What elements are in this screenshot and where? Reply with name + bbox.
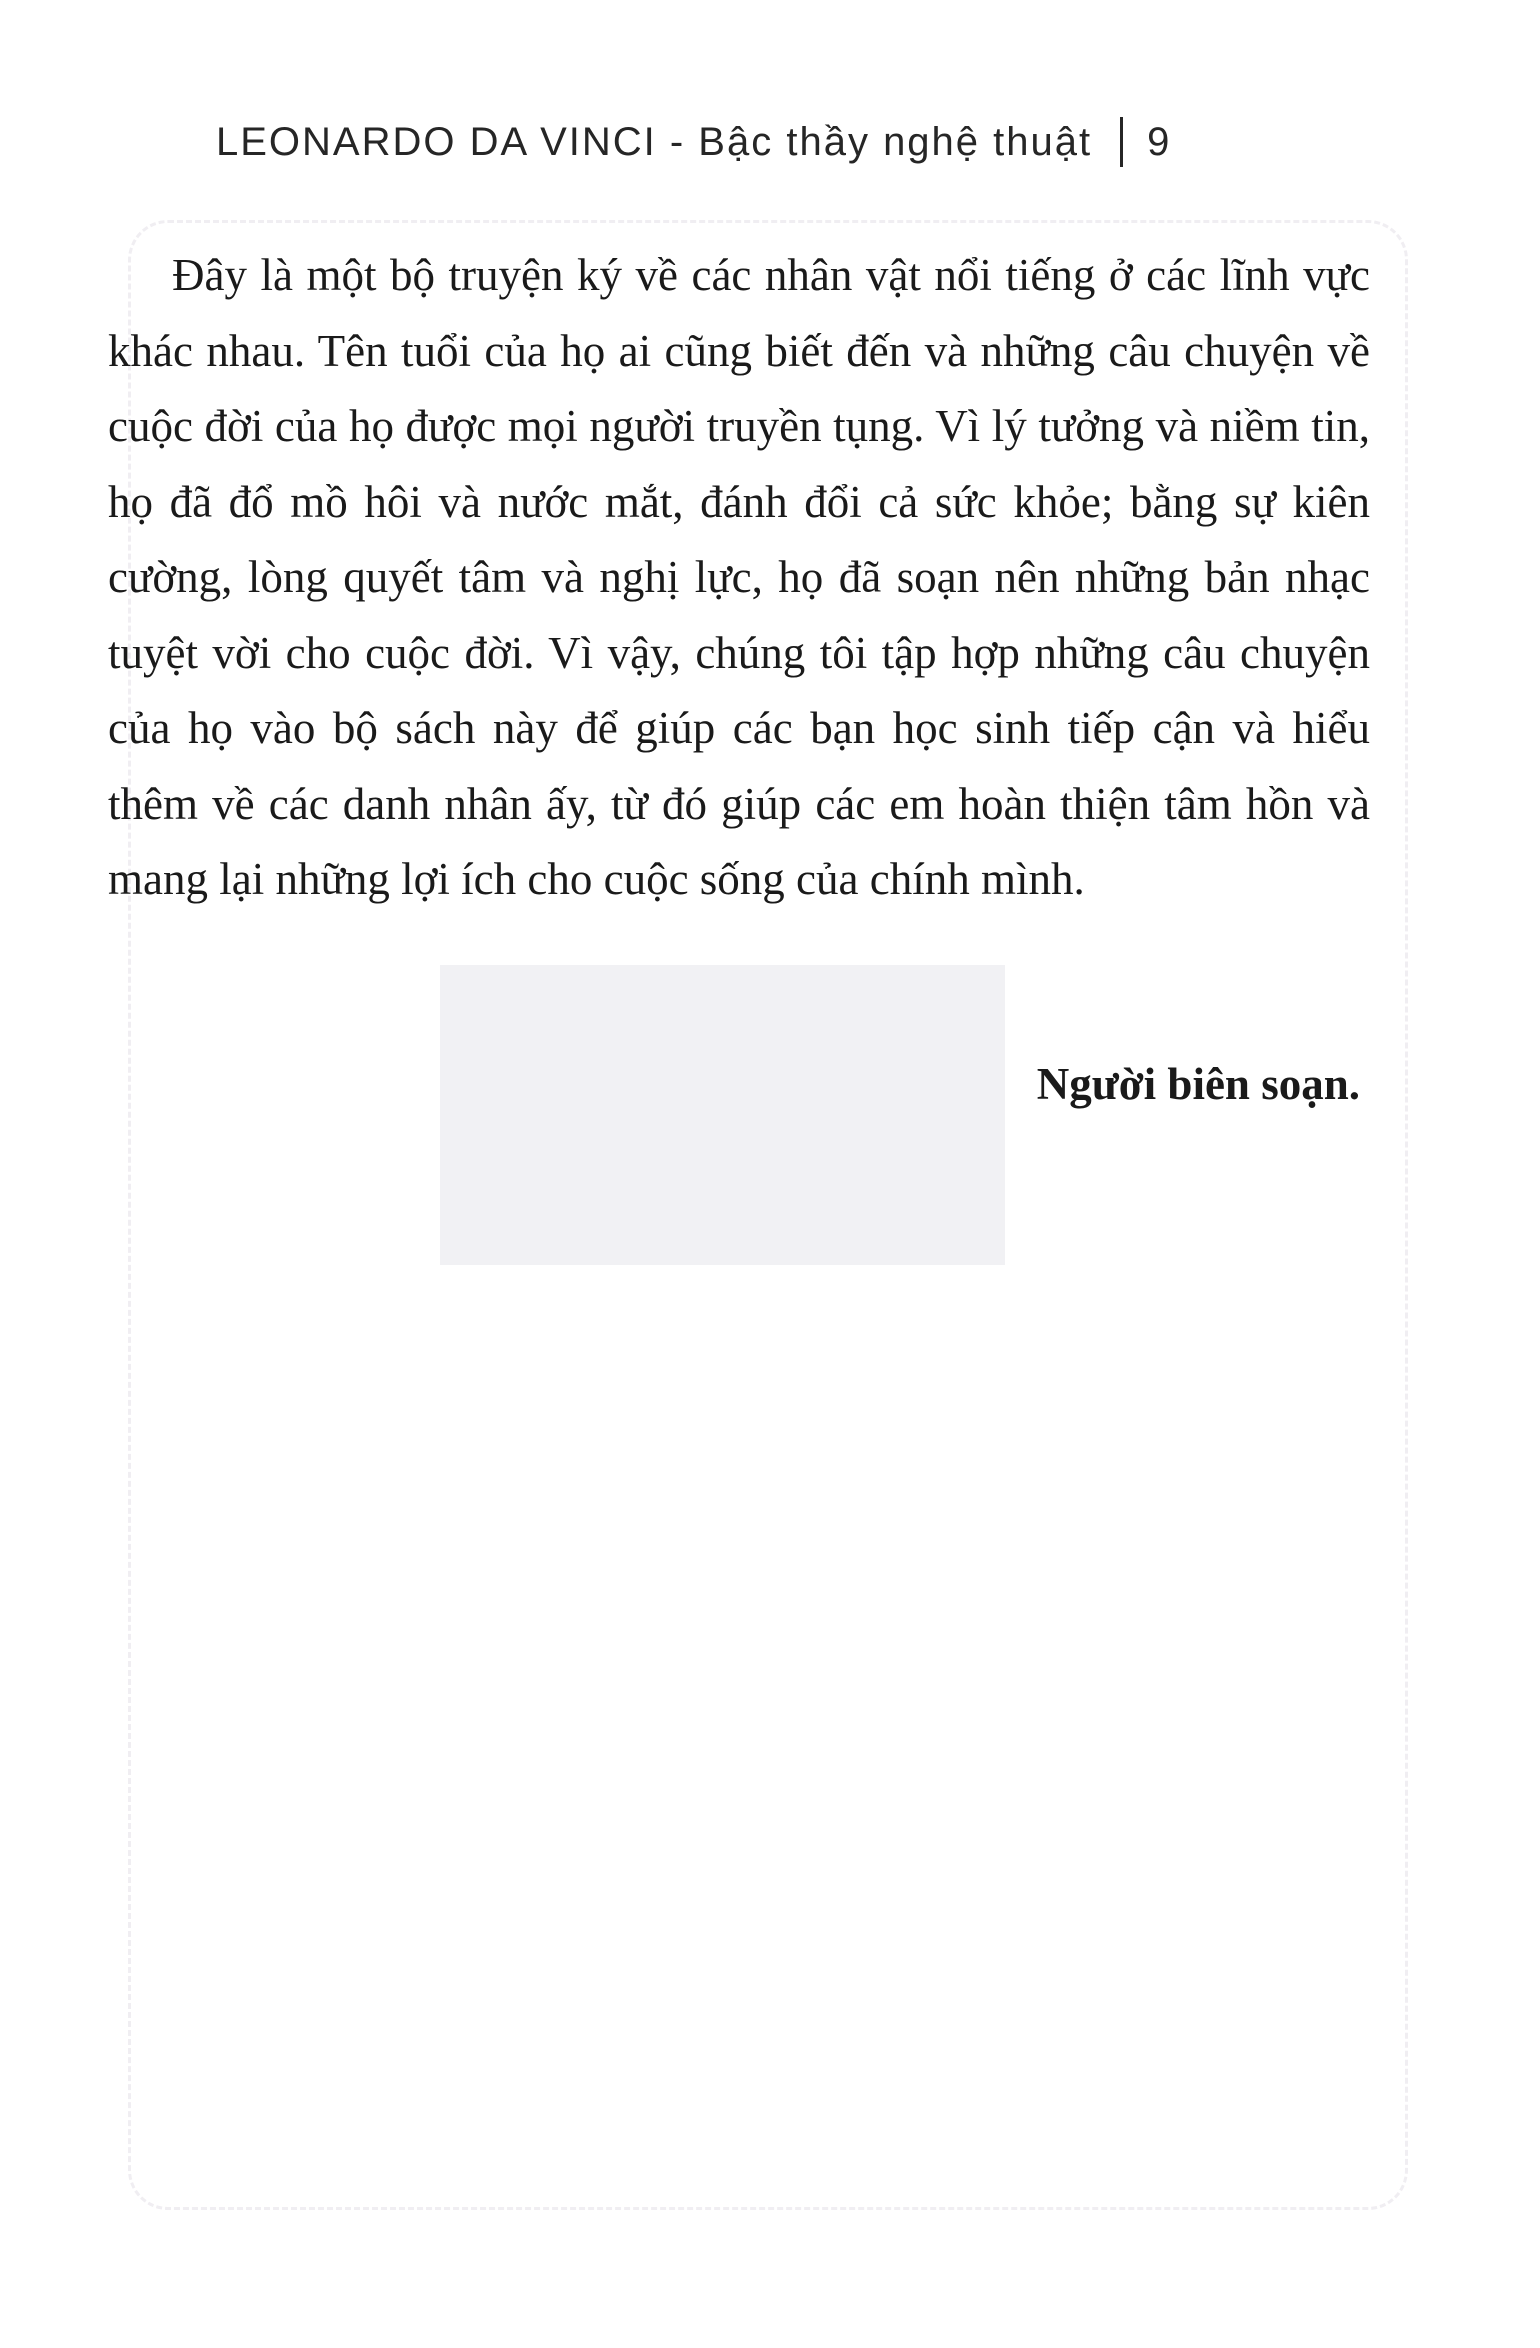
- book-title: LEONARDO DA VINCI - Bậc thầy nghệ thuật: [216, 119, 1093, 164]
- running-header: [216, 112, 1356, 172]
- author-signature: Người biên soạn.: [1036, 1059, 1360, 1109]
- bleed-through-image: [440, 965, 1005, 1265]
- preface-paragraph: Đây là một bộ truyện ký về các nhân vật nổi tiếng ở các lĩnh vực khác nhau. Tên tuổi của họ ai cũng biết đến và những câu chuyện về cuộc đời của họ được mọi người truyền tụng. Vì lý tưởng và niềm tin, họ đã đổ mồ hôi và nước mắt, đánh đổi cả sức khỏe; bằng sự kiên cường, lòng quyết tâm và nghị lực, họ đã soạn nên những bản nhạc tuyệt vời cho cuộc đời. Vì vậy, chúng tôi tập hợp những câu chuyện của họ vào bộ sách này để giúp các bạn học sinh tiếp cận và hiểu thêm về các danh nhân ấy, từ đó giúp các em hoàn thiện tâm hồn và mang lại những lợi ích cho cuộc sống của chính mình.: [108, 250, 1370, 904]
- page-number: 9: [1147, 119, 1172, 164]
- header-divider: [1120, 117, 1123, 167]
